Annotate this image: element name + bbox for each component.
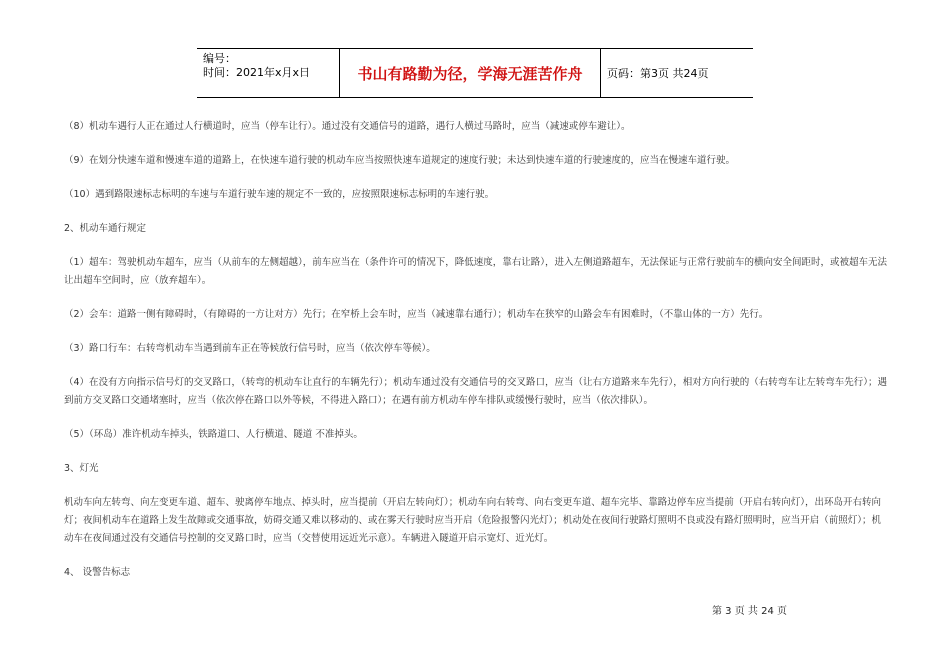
section-heading-2: 2、机动车通行规定 [64, 223, 147, 234]
section-heading-3: 3、灯光 [64, 463, 99, 474]
paragraph-overtaking: （1）超车：驾驶机动车超车，应当（从前车的左侧超越），前车应当在（条件许可的情况下，降低速度，靠右让路），进入左侧道路超车，无法保证与正常行驶前车的横向安全间距时，或被超车无法让出超车空间时，应（放弃超车）。 [64, 257, 888, 286]
header-number-label: 编号： [203, 52, 236, 65]
header-motto: 书山有路勤为径，学海无涯苦作舟 [357, 64, 583, 83]
paragraph-lights: 机动车向左转弯、向左变更车道、超车、驶离停车地点、掉头时，应当提前（开启左转向灯）；机动车向右转弯、向右变更车道、超车完毕、靠路边停车应当提前（开启右转向灯），出环岛开右转向灯；夜间机动车在道路上发生故障或交通事故，妨碍交通又难以移动的、或在雾天行驶时应当开启（危险报警闪光灯）；机动处在夜间行驶路灯照明不良或没有路灯照明时，应当开启（前照灯）；机动车在夜间通过没有交通信号控制的交叉路口时，应当（交替使用远近光示意）。车辆进入隧道开启示宽灯、近光灯。 [64, 497, 882, 544]
page-header [197, 48, 753, 98]
paragraph-intersection: （3）路口行车：右转弯机动车当遇到前车正在等候放行信号时，应当（依次停车等候）。 [64, 343, 436, 354]
paragraph-9: （9）在划分快速车道和慢速车道的道路上，在快速车道行驶的机动车应当按照快速车道规定的速度行驶；未达到快速车道的行驶速度的，应当在慢速车道行驶。 [64, 155, 736, 166]
paragraph-no-signal: （4）在没有方向指示信号灯的交叉路口，（转弯的机动车让直行的车辆先行）；机动车通过没有交通信号的交叉路口，应当（让右方道路来车先行），相对方向行驶的（右转弯车让左转弯车先行）；遇到前方交叉路口交通堵塞时，应当（依次停在路口以外等候，不得进入路口）；在遇有前方机动车停车排队或缓慢行驶时，应当（依次排队）。 [64, 377, 888, 406]
paragraph-roundabout: （5）（环岛）准许机动车掉头，铁路道口、人行横道、隧道 不准掉头。 [64, 429, 363, 440]
section-heading-4: 4、 设警告标志 [64, 567, 131, 578]
paragraph-10: （10）遇到路限速标志标明的车速与车道行驶车速的规定不一致的，应按照限速标志标明的车速行驶。 [64, 189, 495, 200]
header-page-label: 页码：第3页 共24页 [607, 67, 709, 80]
header-motto-cell [339, 49, 601, 97]
header-meta [197, 49, 339, 97]
page-footer: 第 3 页 共 24 页 [712, 606, 787, 617]
document-body [64, 118, 890, 582]
paragraph-8: （8）机动车遇行人正在通过人行横道时，应当（停车让行）。通过没有交通信号的道路，遇行人横过马路时，应当（减速或停车避让）。 [64, 121, 631, 132]
header-time-label: 时间：2021年x月x日 [203, 66, 311, 79]
paragraph-meeting: （2）会车：道路一侧有障碍时，（有障碍的一方让对方）先行；在窄桥上会车时，应当（减速靠右通行）；机动车在狭窄的山路会车有困难时，（不靠山体的一方）先行。 [64, 309, 769, 320]
header-page-cell [601, 49, 753, 97]
